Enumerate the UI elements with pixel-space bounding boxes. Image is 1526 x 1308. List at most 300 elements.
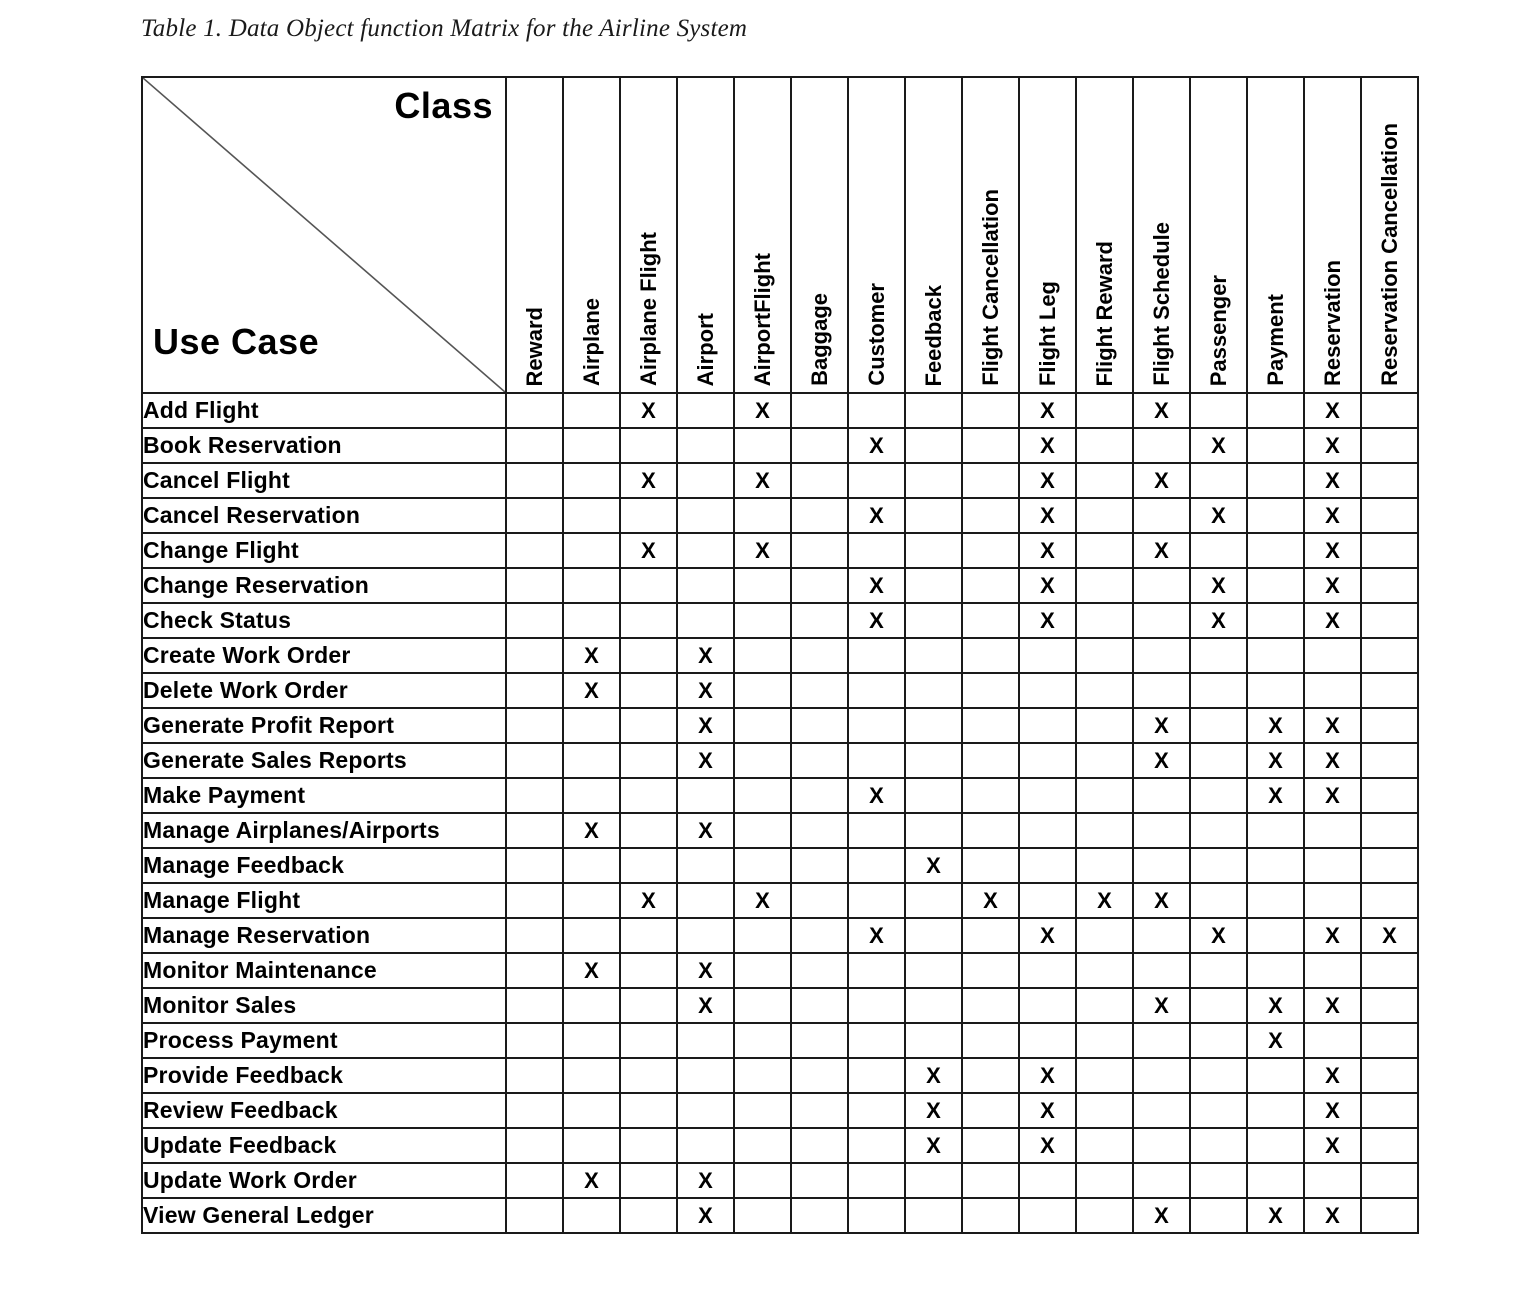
matrix-cell-empty bbox=[1190, 463, 1247, 498]
matrix-cell-marked: X bbox=[563, 953, 620, 988]
matrix-cell-marked: X bbox=[1304, 708, 1361, 743]
matrix-cell-empty bbox=[620, 673, 677, 708]
matrix-cell-marked: X bbox=[563, 813, 620, 848]
matrix-cell-empty bbox=[791, 1163, 848, 1198]
matrix-cell-empty bbox=[962, 603, 1019, 638]
table-row bbox=[142, 953, 1418, 988]
matrix-cell-empty bbox=[677, 393, 734, 428]
column-header-rotator bbox=[507, 86, 562, 386]
matrix-cell-empty bbox=[506, 848, 563, 883]
column-header-flight-reward bbox=[1076, 77, 1133, 393]
column-header-flight-cancellation bbox=[962, 77, 1019, 393]
column-header-reservation-cancellation bbox=[1361, 77, 1418, 393]
matrix-cell-empty bbox=[791, 603, 848, 638]
matrix-cell-empty bbox=[962, 673, 1019, 708]
matrix-cell-empty bbox=[506, 1093, 563, 1128]
matrix-cell-marked: X bbox=[1304, 1128, 1361, 1163]
matrix-cell-empty bbox=[1190, 1023, 1247, 1058]
matrix-cell-marked: X bbox=[1076, 883, 1133, 918]
matrix-cell-empty bbox=[1361, 813, 1418, 848]
matrix-cell-empty bbox=[506, 1058, 563, 1093]
matrix-cell-empty bbox=[1361, 463, 1418, 498]
matrix-cell-marked: X bbox=[1190, 568, 1247, 603]
matrix-cell-empty bbox=[677, 1058, 734, 1093]
matrix-cell-empty bbox=[1019, 778, 1076, 813]
matrix-cell-empty bbox=[1190, 673, 1247, 708]
table-row bbox=[142, 883, 1418, 918]
table-row bbox=[142, 428, 1418, 463]
matrix-cell-empty bbox=[677, 918, 734, 953]
matrix-cell-empty bbox=[677, 883, 734, 918]
matrix-cell-empty bbox=[1076, 988, 1133, 1023]
matrix-cell-empty bbox=[905, 1023, 962, 1058]
matrix-cell-empty bbox=[791, 1128, 848, 1163]
matrix-cell-marked: X bbox=[1133, 708, 1190, 743]
matrix-cell-empty bbox=[620, 953, 677, 988]
matrix-cell-empty bbox=[905, 953, 962, 988]
matrix-cell-empty bbox=[1247, 953, 1304, 988]
column-header-flight-leg bbox=[1019, 77, 1076, 393]
matrix-cell-empty bbox=[791, 673, 848, 708]
matrix-cell-marked: X bbox=[848, 918, 905, 953]
matrix-cell-empty bbox=[791, 533, 848, 568]
matrix-cell-empty bbox=[620, 1093, 677, 1128]
matrix-cell-empty bbox=[1361, 1058, 1418, 1093]
use-case-label-monitor-maintenance: Monitor Maintenance bbox=[142, 953, 506, 988]
column-header-label: Airport bbox=[693, 312, 718, 386]
matrix-cell-empty bbox=[848, 1128, 905, 1163]
matrix-cell-marked: X bbox=[905, 848, 962, 883]
matrix-cell-marked: X bbox=[848, 428, 905, 463]
matrix-cell-empty bbox=[1019, 708, 1076, 743]
matrix-cell-empty bbox=[962, 1163, 1019, 1198]
matrix-cell-marked: X bbox=[1304, 393, 1361, 428]
matrix-cell-empty bbox=[962, 918, 1019, 953]
matrix-cell-empty bbox=[1247, 918, 1304, 953]
matrix-cell-empty bbox=[1076, 603, 1133, 638]
matrix-cell-empty bbox=[620, 743, 677, 778]
use-case-label-manage-feedback: Manage Feedback bbox=[142, 848, 506, 883]
use-case-label-manage-reservation: Manage Reservation bbox=[142, 918, 506, 953]
table-row bbox=[142, 1058, 1418, 1093]
matrix-cell-empty bbox=[1076, 1128, 1133, 1163]
matrix-cell-empty bbox=[677, 1128, 734, 1163]
table-row bbox=[142, 1163, 1418, 1198]
matrix-cell-marked: X bbox=[1304, 743, 1361, 778]
column-header-rotator bbox=[678, 86, 733, 386]
matrix-cell-marked: X bbox=[1304, 533, 1361, 568]
matrix-cell-empty bbox=[1019, 673, 1076, 708]
column-header-airplane bbox=[563, 77, 620, 393]
matrix-cell-empty bbox=[905, 463, 962, 498]
matrix-cell-empty bbox=[791, 498, 848, 533]
matrix-cell-empty bbox=[1133, 1058, 1190, 1093]
table-row bbox=[142, 673, 1418, 708]
column-header-rotator bbox=[621, 86, 676, 386]
column-header-rotator bbox=[792, 86, 847, 386]
matrix-cell-empty bbox=[620, 708, 677, 743]
table-row bbox=[142, 568, 1418, 603]
use-case-label-update-work-order: Update Work Order bbox=[142, 1163, 506, 1198]
matrix-cell-marked: X bbox=[1133, 393, 1190, 428]
column-header-rotator bbox=[1020, 86, 1075, 386]
matrix-cell-empty bbox=[962, 708, 1019, 743]
matrix-cell-empty bbox=[677, 848, 734, 883]
matrix-cell-empty bbox=[1019, 1163, 1076, 1198]
matrix-cell-empty bbox=[1304, 1023, 1361, 1058]
matrix-cell-empty bbox=[905, 1163, 962, 1198]
column-header-label: Reservation Cancellation bbox=[1377, 123, 1402, 386]
matrix-cell-empty bbox=[905, 988, 962, 1023]
use-case-label-view-general-ledger: View General Ledger bbox=[142, 1198, 506, 1233]
matrix-cell-marked: X bbox=[734, 463, 791, 498]
matrix-cell-empty bbox=[848, 953, 905, 988]
matrix-cell-empty bbox=[734, 813, 791, 848]
matrix-cell-empty bbox=[734, 428, 791, 463]
matrix-cell-marked: X bbox=[848, 568, 905, 603]
matrix-cell-empty bbox=[563, 708, 620, 743]
matrix-cell-empty bbox=[905, 918, 962, 953]
matrix-cell-marked: X bbox=[1247, 1023, 1304, 1058]
table-row bbox=[142, 1093, 1418, 1128]
matrix-cell-empty bbox=[1361, 778, 1418, 813]
matrix-cell-marked: X bbox=[1304, 918, 1361, 953]
matrix-cell-empty bbox=[506, 463, 563, 498]
matrix-cell-empty bbox=[734, 568, 791, 603]
matrix-cell-empty bbox=[1076, 463, 1133, 498]
matrix-cell-marked: X bbox=[734, 533, 791, 568]
matrix-cell-empty bbox=[1190, 1093, 1247, 1128]
table-row bbox=[142, 638, 1418, 673]
matrix-cell-empty bbox=[506, 1198, 563, 1233]
matrix-cell-empty bbox=[791, 1093, 848, 1128]
table-row bbox=[142, 463, 1418, 498]
matrix-cell-empty bbox=[1019, 813, 1076, 848]
matrix-cell-empty bbox=[962, 953, 1019, 988]
matrix-cell-empty bbox=[1304, 848, 1361, 883]
matrix-cell-empty bbox=[1190, 813, 1247, 848]
matrix-cell-marked: X bbox=[563, 1163, 620, 1198]
matrix-cell-marked: X bbox=[1019, 568, 1076, 603]
matrix-cell-empty bbox=[734, 1128, 791, 1163]
column-header-label: Passenger bbox=[1206, 274, 1231, 386]
matrix-cell-empty bbox=[677, 603, 734, 638]
matrix-cell-empty bbox=[563, 568, 620, 603]
matrix-cell-empty bbox=[1361, 953, 1418, 988]
matrix-cell-empty bbox=[620, 498, 677, 533]
matrix-cell-empty bbox=[563, 498, 620, 533]
matrix-cell-empty bbox=[1361, 638, 1418, 673]
matrix-cell-empty bbox=[791, 708, 848, 743]
matrix-cell-empty bbox=[506, 918, 563, 953]
use-case-label-review-feedback: Review Feedback bbox=[142, 1093, 506, 1128]
column-header-rotator bbox=[1362, 86, 1417, 386]
matrix-cell-empty bbox=[905, 708, 962, 743]
usecase-axis-label: Use Case bbox=[153, 321, 320, 362]
matrix-cell-empty bbox=[848, 813, 905, 848]
matrix-cell-empty bbox=[962, 1093, 1019, 1128]
table-row bbox=[142, 393, 1418, 428]
matrix-cell-empty bbox=[962, 533, 1019, 568]
matrix-cell-empty bbox=[905, 498, 962, 533]
matrix-cell-empty bbox=[506, 673, 563, 708]
matrix-cell-empty bbox=[791, 568, 848, 603]
column-header-airportflight bbox=[734, 77, 791, 393]
matrix-cell-empty bbox=[734, 918, 791, 953]
matrix-cell-empty bbox=[1076, 743, 1133, 778]
table-row bbox=[142, 533, 1418, 568]
matrix-cell-marked: X bbox=[1019, 393, 1076, 428]
matrix-cell-marked: X bbox=[962, 883, 1019, 918]
matrix-cell-empty bbox=[1133, 638, 1190, 673]
matrix-cell-empty bbox=[905, 1198, 962, 1233]
matrix-cell-marked: X bbox=[1190, 603, 1247, 638]
matrix-cell-empty bbox=[1361, 848, 1418, 883]
matrix-cell-empty bbox=[791, 848, 848, 883]
matrix-cell-empty bbox=[563, 463, 620, 498]
matrix-cell-empty bbox=[620, 1128, 677, 1163]
matrix-cell-empty bbox=[1190, 988, 1247, 1023]
table-caption: Table 1. Data Object function Matrix for the Airline System bbox=[141, 15, 748, 42]
matrix-cell-empty bbox=[791, 428, 848, 463]
table-row bbox=[142, 988, 1418, 1023]
use-case-label-process-payment: Process Payment bbox=[142, 1023, 506, 1058]
column-header-passenger bbox=[1190, 77, 1247, 393]
matrix-cell-empty bbox=[962, 1058, 1019, 1093]
matrix-cell-empty bbox=[848, 708, 905, 743]
matrix-cell-empty bbox=[620, 428, 677, 463]
matrix-cell-empty bbox=[1133, 603, 1190, 638]
matrix-cell-empty bbox=[848, 638, 905, 673]
matrix-cell-empty bbox=[1304, 1163, 1361, 1198]
matrix-cell-empty bbox=[1247, 393, 1304, 428]
matrix-cell-empty bbox=[962, 393, 1019, 428]
matrix-cell-empty bbox=[1076, 813, 1133, 848]
column-header-label: Baggage bbox=[807, 293, 832, 386]
matrix-cell-marked: X bbox=[1304, 568, 1361, 603]
use-case-label-add-flight: Add Flight bbox=[142, 393, 506, 428]
matrix-cell-empty bbox=[962, 638, 1019, 673]
use-case-label-manage-flight: Manage Flight bbox=[142, 883, 506, 918]
use-case-label-cancel-reservation: Cancel Reservation bbox=[142, 498, 506, 533]
matrix-cell-marked: X bbox=[905, 1128, 962, 1163]
matrix-cell-marked: X bbox=[1190, 498, 1247, 533]
matrix-cell-empty bbox=[1076, 778, 1133, 813]
matrix-cell-empty bbox=[1361, 883, 1418, 918]
use-case-label-make-payment: Make Payment bbox=[142, 778, 506, 813]
use-case-label-generate-sales-reports: Generate Sales Reports bbox=[142, 743, 506, 778]
matrix-cell-marked: X bbox=[563, 673, 620, 708]
matrix-cell-empty bbox=[848, 673, 905, 708]
matrix-cell-empty bbox=[1076, 498, 1133, 533]
matrix-cell-marked: X bbox=[1019, 428, 1076, 463]
table-row bbox=[142, 603, 1418, 638]
matrix-cell-empty bbox=[563, 1058, 620, 1093]
matrix-cell-marked: X bbox=[677, 988, 734, 1023]
matrix-body bbox=[142, 393, 1418, 1233]
matrix-cell-empty bbox=[905, 813, 962, 848]
column-header-rotator bbox=[735, 86, 790, 386]
matrix-cell-empty bbox=[1076, 533, 1133, 568]
matrix-cell-empty bbox=[1361, 533, 1418, 568]
matrix-cell-empty bbox=[1190, 848, 1247, 883]
column-header-rotator bbox=[906, 86, 961, 386]
matrix-cell-marked: X bbox=[677, 708, 734, 743]
matrix-cell-empty bbox=[1304, 953, 1361, 988]
matrix-cell-empty bbox=[791, 778, 848, 813]
matrix-cell-marked: X bbox=[620, 463, 677, 498]
matrix-cell-marked: X bbox=[620, 883, 677, 918]
matrix-cell-empty bbox=[1076, 393, 1133, 428]
matrix-cell-empty bbox=[506, 743, 563, 778]
matrix-cell-empty bbox=[1019, 638, 1076, 673]
matrix-cell-marked: X bbox=[1019, 918, 1076, 953]
matrix-cell-empty bbox=[506, 533, 563, 568]
matrix-cell-empty bbox=[1361, 568, 1418, 603]
matrix-cell-empty bbox=[677, 778, 734, 813]
matrix-cell-empty bbox=[506, 883, 563, 918]
matrix-cell-empty bbox=[905, 393, 962, 428]
use-case-label-change-reservation: Change Reservation bbox=[142, 568, 506, 603]
matrix-cell-marked: X bbox=[1133, 1198, 1190, 1233]
matrix-cell-empty bbox=[962, 498, 1019, 533]
matrix-cell-marked: X bbox=[848, 603, 905, 638]
matrix-cell-empty bbox=[962, 778, 1019, 813]
corner-header-cell bbox=[142, 77, 506, 393]
matrix-cell-empty bbox=[791, 883, 848, 918]
matrix-cell-empty bbox=[791, 988, 848, 1023]
matrix-cell-marked: X bbox=[620, 533, 677, 568]
matrix-cell-empty bbox=[848, 848, 905, 883]
matrix-cell-empty bbox=[1247, 1163, 1304, 1198]
matrix-cell-empty bbox=[1019, 953, 1076, 988]
matrix-cell-empty bbox=[1133, 568, 1190, 603]
matrix-cell-empty bbox=[734, 603, 791, 638]
matrix-cell-empty bbox=[1361, 393, 1418, 428]
matrix-cell-empty bbox=[563, 988, 620, 1023]
column-header-payment bbox=[1247, 77, 1304, 393]
matrix-cell-empty bbox=[1361, 988, 1418, 1023]
column-header-rotator bbox=[1248, 86, 1303, 386]
column-header-reservation bbox=[1304, 77, 1361, 393]
column-header-rotator bbox=[1077, 86, 1132, 386]
use-case-label-update-feedback: Update Feedback bbox=[142, 1128, 506, 1163]
matrix-cell-empty bbox=[734, 1093, 791, 1128]
matrix-cell-empty bbox=[791, 393, 848, 428]
matrix-cell-empty bbox=[791, 813, 848, 848]
matrix-cell-empty bbox=[1190, 953, 1247, 988]
table-row bbox=[142, 1023, 1418, 1058]
matrix-cell-empty bbox=[905, 778, 962, 813]
matrix-cell-empty bbox=[791, 1023, 848, 1058]
use-case-label-change-flight: Change Flight bbox=[142, 533, 506, 568]
column-header-reward bbox=[506, 77, 563, 393]
matrix-cell-empty bbox=[962, 848, 1019, 883]
matrix-cell-empty bbox=[734, 1163, 791, 1198]
column-header-flight-schedule bbox=[1133, 77, 1190, 393]
matrix-cell-empty bbox=[563, 848, 620, 883]
matrix-cell-marked: X bbox=[848, 498, 905, 533]
matrix-cell-empty bbox=[506, 988, 563, 1023]
matrix-cell-empty bbox=[1361, 603, 1418, 638]
matrix-cell-empty bbox=[848, 393, 905, 428]
column-header-label: AirportFlight bbox=[750, 252, 775, 386]
matrix-cell-marked: X bbox=[1019, 603, 1076, 638]
matrix-cell-empty bbox=[1076, 848, 1133, 883]
matrix-cell-empty bbox=[1133, 848, 1190, 883]
matrix-cell-empty bbox=[962, 1198, 1019, 1233]
column-header-rotator bbox=[1134, 86, 1189, 386]
matrix-cell-marked: X bbox=[1133, 883, 1190, 918]
matrix-cell-empty bbox=[620, 638, 677, 673]
matrix-cell-empty bbox=[962, 988, 1019, 1023]
matrix-cell-empty bbox=[1247, 673, 1304, 708]
matrix-cell-empty bbox=[1190, 708, 1247, 743]
matrix-cell-empty bbox=[506, 603, 563, 638]
matrix-cell-empty bbox=[1076, 1093, 1133, 1128]
matrix-cell-empty bbox=[962, 428, 1019, 463]
matrix-cell-empty bbox=[848, 1093, 905, 1128]
matrix-cell-empty bbox=[563, 393, 620, 428]
matrix-cell-empty bbox=[1076, 953, 1133, 988]
matrix-cell-empty bbox=[1247, 463, 1304, 498]
matrix-cell-empty bbox=[734, 1023, 791, 1058]
matrix-cell-empty bbox=[677, 463, 734, 498]
matrix-cell-marked: X bbox=[1247, 988, 1304, 1023]
matrix-cell-empty bbox=[1190, 743, 1247, 778]
matrix-cell-marked: X bbox=[1019, 498, 1076, 533]
matrix-cell-empty bbox=[1019, 743, 1076, 778]
matrix-cell-empty bbox=[962, 1023, 1019, 1058]
matrix-cell-empty bbox=[734, 1058, 791, 1093]
use-case-label-provide-feedback: Provide Feedback bbox=[142, 1058, 506, 1093]
matrix-cell-empty bbox=[620, 1163, 677, 1198]
matrix-cell-empty bbox=[905, 673, 962, 708]
use-case-label-monitor-sales: Monitor Sales bbox=[142, 988, 506, 1023]
column-header-airplane-flight bbox=[620, 77, 677, 393]
matrix-cell-marked: X bbox=[1133, 463, 1190, 498]
column-header-label: Customer bbox=[864, 283, 889, 386]
matrix-cell-marked: X bbox=[1190, 428, 1247, 463]
matrix-cell-empty bbox=[563, 533, 620, 568]
matrix-head bbox=[142, 77, 1418, 393]
matrix-cell-empty bbox=[791, 743, 848, 778]
matrix-cell-empty bbox=[848, 533, 905, 568]
matrix-cell-empty bbox=[905, 638, 962, 673]
column-header-label: Flight Cancellation bbox=[978, 189, 1003, 386]
matrix-cell-empty bbox=[620, 1198, 677, 1233]
matrix-cell-empty bbox=[1190, 393, 1247, 428]
table-row bbox=[142, 708, 1418, 743]
matrix-cell-empty bbox=[905, 603, 962, 638]
matrix-cell-marked: X bbox=[677, 638, 734, 673]
matrix-cell-marked: X bbox=[1019, 463, 1076, 498]
matrix-cell-empty bbox=[1190, 533, 1247, 568]
matrix-cell-empty bbox=[1361, 673, 1418, 708]
column-header-label: Payment bbox=[1263, 294, 1288, 386]
column-header-rotator bbox=[1191, 86, 1246, 386]
matrix-cell-empty bbox=[677, 568, 734, 603]
column-header-label: Reward bbox=[522, 306, 547, 386]
matrix-cell-empty bbox=[734, 498, 791, 533]
matrix-cell-empty bbox=[1190, 1058, 1247, 1093]
matrix-cell-empty bbox=[1190, 1128, 1247, 1163]
matrix-cell-empty bbox=[1076, 568, 1133, 603]
matrix-cell-empty bbox=[620, 813, 677, 848]
matrix-cell-empty bbox=[1361, 428, 1418, 463]
matrix-cell-empty bbox=[1133, 813, 1190, 848]
matrix-cell-marked: X bbox=[677, 953, 734, 988]
